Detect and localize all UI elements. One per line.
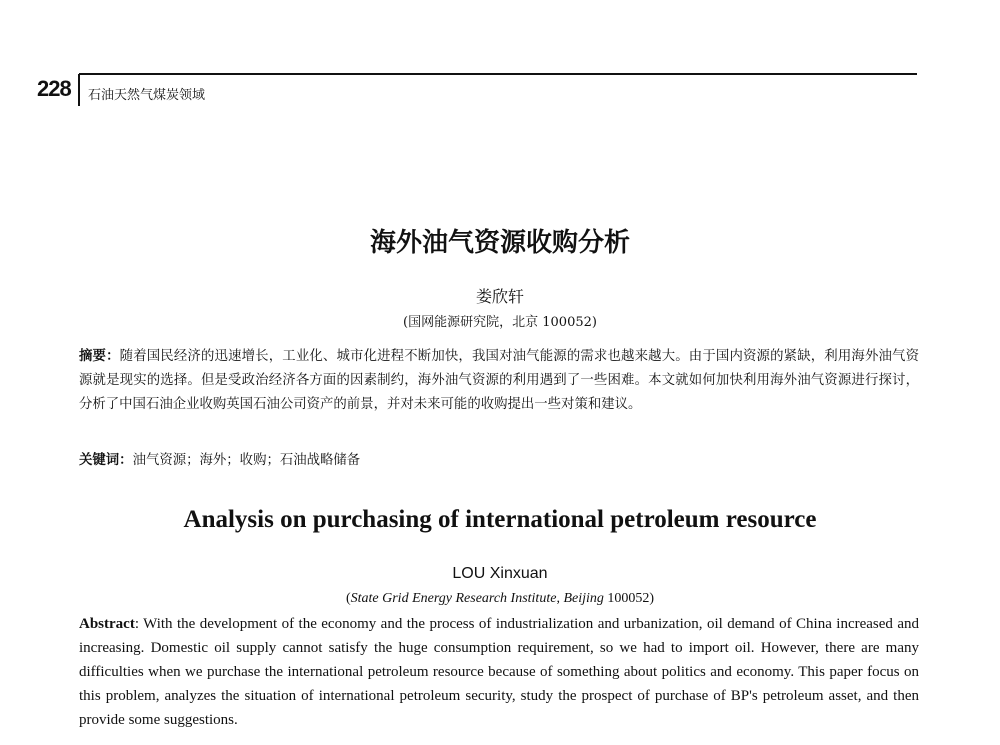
abstract-chinese: [79, 344, 919, 417]
header-vertical-rule: [78, 74, 80, 106]
journal-section-name: 石油天然气煤炭领域: [88, 88, 206, 103]
abstract-text-chinese: 随着国民经济的迅速增长，工业化、城市化进程不断加快，我国对油气能源的需求也越来越大。由于国内资源的紧缺，利用海外油气资源就是现实的选择。但是受政治经济各方面的因素制约，海外油气资源的利用遇到了一些困难。本文就如何加快利用海外油气资源进行探讨，分析了中国石油企业收购英国石油公司资产的前景，并对未来可能的收购提出一些对策和建议。: [79, 349, 919, 412]
affiliation-city: Beijing: [563, 591, 604, 606]
paper-title-chinese: 海外油气资源收购分析: [369, 228, 630, 258]
abstract-label-english: Abstract: [79, 616, 135, 632]
header-horizontal-rule: [79, 73, 917, 75]
author-chinese: 娄欣轩: [475, 287, 524, 306]
keywords-text-chinese: 油气资源；海外；收购；石油战略储备: [132, 453, 361, 468]
page-number: 228: [37, 76, 71, 101]
abstract-english: [79, 612, 919, 732]
affiliation-separator: ,: [556, 591, 564, 606]
affiliation-institute: State Grid Energy Research Institute: [350, 591, 557, 606]
affiliation-english: [0, 591, 1000, 607]
affiliation-postcode: 100052): [603, 591, 655, 606]
affiliation-open: (: [345, 591, 351, 606]
keywords-label-chinese: 关键词：: [79, 452, 133, 468]
abstract-text-english: : With the development of the economy and the process of industrialization and urbanization, oil demand of China increased and increasing. Domestic oil supply cannot satisfy the huge consumption requirement, so we had to import oil. However, there are many difficulties when we purchase the international petroleum resource because of something about politics and economy. This paper focus on this problem, analyzes the situation of international petroleum security, study the prospect of purchase of BP's petroleum asset, and then provide some suggestions.: [79, 616, 919, 728]
abstract-label-chinese: 摘要：: [79, 348, 120, 364]
author-english: LOU Xinxuan: [452, 565, 548, 582]
affiliation-chinese: (国网能源研究院，北京 100052): [403, 315, 597, 330]
paper-title-english: Analysis on purchasing of international petroleum resource: [183, 506, 817, 533]
keywords-chinese: [79, 448, 919, 473]
